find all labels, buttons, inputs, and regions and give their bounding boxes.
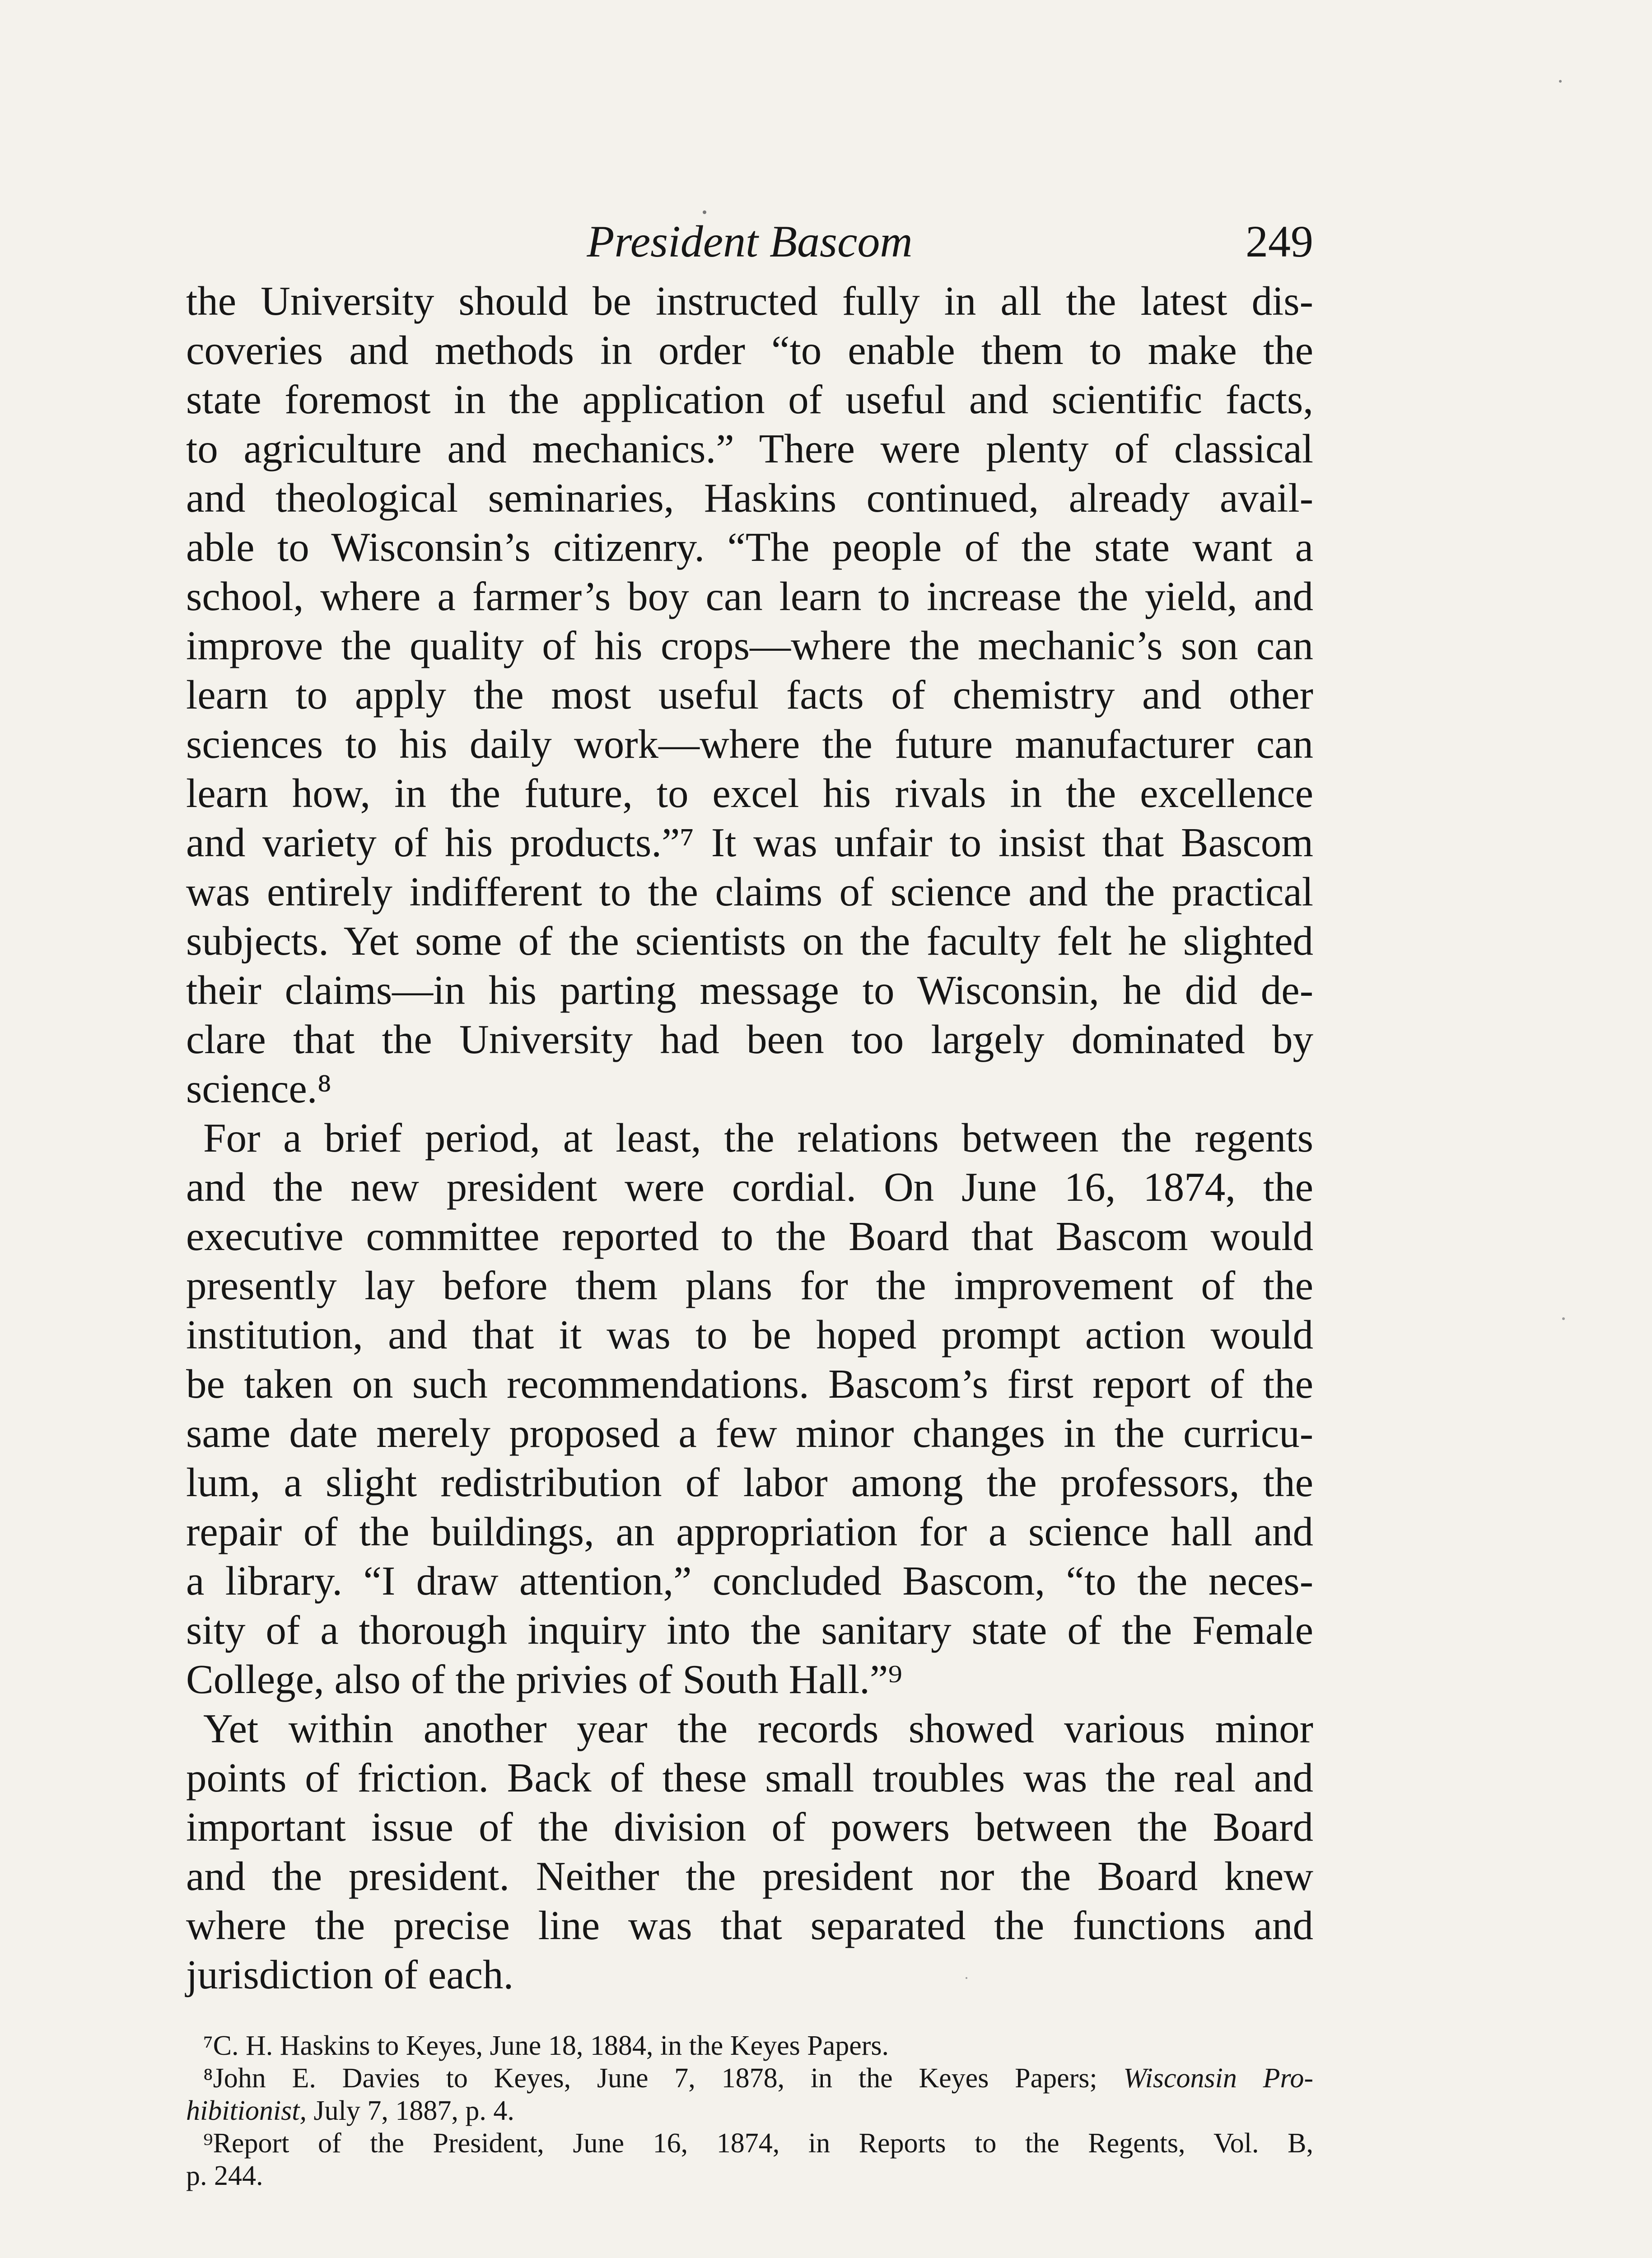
footnote-8-text: ⁸John E. Davies to Keyes, June 7, 1878, in the Keyes Papers; (203, 2063, 1124, 2094)
text-line: subjects. Yet some of the scientists on the faculty felt he slighted (186, 918, 1313, 964)
text-line: learn how, in the future, to excel his rivals in the excellence (186, 770, 1313, 816)
text-line: where the precise line was that separated the functions and (186, 1903, 1313, 1948)
text-line: their claims—in his parting message to Wisconsin, he did de- (186, 967, 1313, 1013)
text-line: able to Wisconsin’s citizenry. “The people of the state want a (186, 524, 1313, 570)
text-line: improve the quality of his crops—where the mechanic’s son can (186, 623, 1313, 668)
text-line: presently lay before them plans for the improvement of the (186, 1263, 1313, 1308)
footnotes (186, 2029, 1313, 2192)
text-line: points of friction. Back of these small troubles was the real and (186, 1755, 1313, 1801)
text-line: science.⁸ (186, 1066, 332, 1111)
text-line: important issue of the division of powers between the Board (186, 1804, 1313, 1850)
text-line: be taken on such recommendations. Bascom’s first report of the (186, 1361, 1313, 1407)
text-line: the University should be instructed fully in all the latest dis- (186, 278, 1313, 324)
footnote-8-line-2 (186, 2095, 1313, 2127)
text-line: a library. “I draw attention,” concluded Bascom, “to the neces- (186, 1558, 1313, 1604)
text-line: coveries and methods in order “to enable them to make the (186, 327, 1313, 373)
text-line: sity of a thorough inquiry into the sanitary state of the Female (186, 1607, 1313, 1653)
running-head (186, 212, 1313, 271)
text-line: same date merely proposed a few minor changes in the curricu- (186, 1410, 1313, 1456)
body-text (186, 276, 1313, 1999)
footnote-8-text-cont: July 7, 1887, p. 4. (306, 2095, 514, 2126)
text-line: clare that the University had been too largely dominated by (186, 1017, 1313, 1062)
footnote-9-line-1: ⁹Report of the President, June 16, 1874, in Reports to the Regents, Vol. B, (203, 2128, 1313, 2159)
text-line: sciences to his daily work—where the future manufacturer can (186, 721, 1313, 767)
footnote-9-line-2: p. 244. (186, 2160, 263, 2191)
text-line: and the new president were cordial. On June 16, 1874, the (186, 1164, 1313, 1210)
running-title: President Bascom (587, 216, 913, 266)
text-line: state foremost in the application of useful and scientific facts, (186, 377, 1313, 422)
text-line: repair of the buildings, an appropriation for a science hall and (186, 1509, 1313, 1554)
text-line: Yet within another year the records showed various minor (203, 1706, 1313, 1751)
text-line: and variety of his products.”⁷ It was unfair to insist that Bascom (186, 820, 1313, 865)
footnote-8-line-1 (186, 2062, 1313, 2095)
text-line: executive committee reported to the Board that Bascom would (186, 1213, 1313, 1259)
footnote-8-italic-title-cont: hibitionist, (186, 2095, 307, 2126)
text-line: College, also of the privies of South Hall.”⁹ (186, 1656, 903, 1702)
text-line: For a brief period, at least, the relations between the regents (203, 1115, 1313, 1161)
footnote-7: ⁷C. H. Haskins to Keyes, June 18, 1884, in the Keyes Papers. (203, 2030, 889, 2061)
text-line: institution, and that it was to be hoped prompt action would (186, 1312, 1313, 1358)
text-line: lum, a slight redistribution of labor among the professors, the (186, 1460, 1313, 1505)
text-line: and the president. Neither the president nor the Board knew (186, 1853, 1313, 1899)
footnote-8-italic-title: Wisconsin Pro- (1123, 2063, 1314, 2094)
page-number: 249 (1246, 216, 1313, 266)
text-line: jurisdiction of each. (186, 1952, 514, 1997)
text-line: to agriculture and mechanics.” There were plenty of classical (186, 426, 1313, 471)
text-line: learn to apply the most useful facts of chemistry and other (186, 672, 1313, 718)
text-line: and theological seminaries, Haskins continued, already avail- (186, 475, 1313, 521)
text-line: school, where a farmer’s boy can learn to increase the yield, and (186, 574, 1313, 619)
text-line: was entirely indifferent to the claims of science and the practical (186, 869, 1313, 914)
